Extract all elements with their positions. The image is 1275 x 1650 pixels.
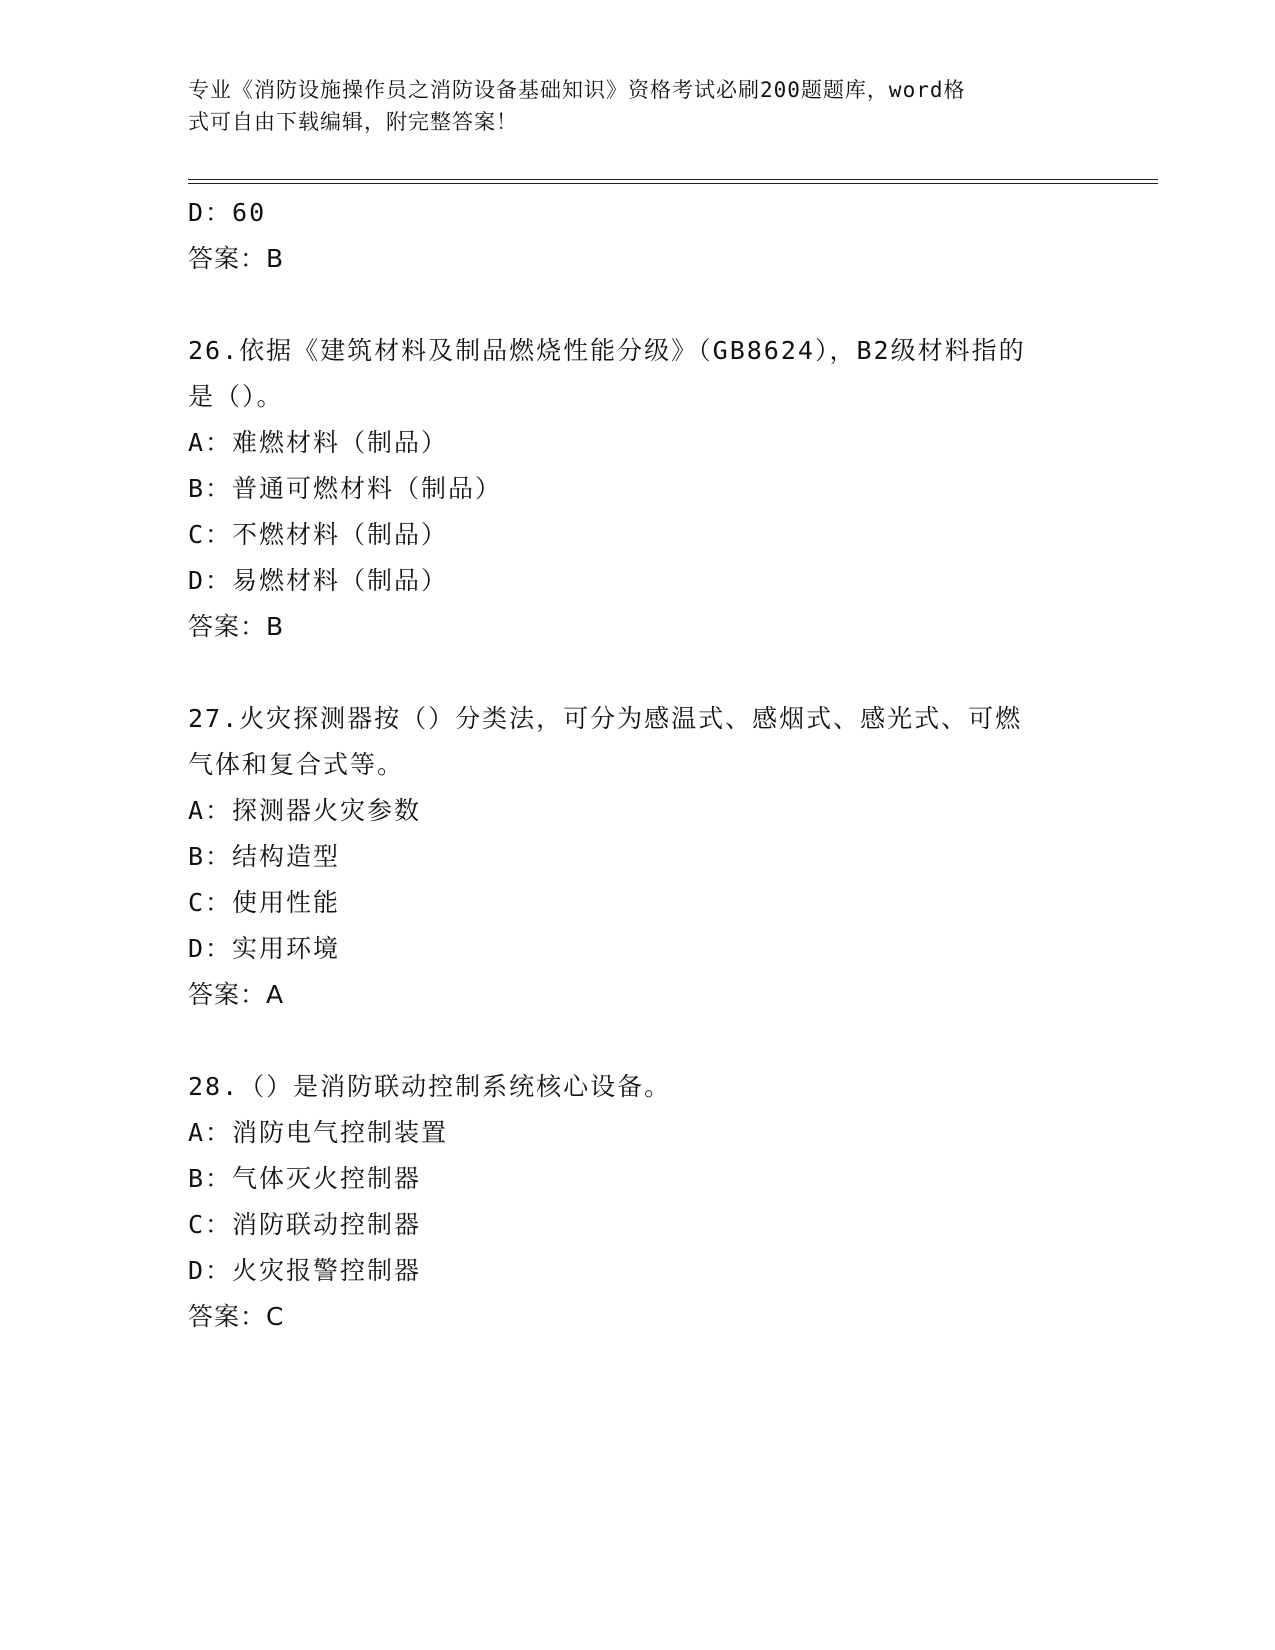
document-header — [188, 74, 1068, 138]
question-stem: 26.依据《建筑材料及制品燃烧性能分级》（GB8624），B2级材料指的 — [188, 336, 1026, 365]
option-d: D：火灾报警控制器 — [188, 1256, 422, 1285]
option-d: D：易燃材料（制品） — [188, 566, 449, 595]
spacer — [188, 650, 1088, 696]
spacer — [188, 1018, 1088, 1064]
option-b: B：结构造型 — [188, 842, 341, 871]
answer: 答案：B — [188, 612, 285, 641]
option-c: C：不燃材料（制品） — [188, 520, 449, 549]
question-27 — [188, 696, 1088, 1018]
option-b: B：普通可燃材料（制品） — [188, 474, 503, 503]
header-divider-bottom — [188, 183, 1158, 184]
option-a: A：难燃材料（制品） — [188, 428, 449, 457]
option-c: C：消防联动控制器 — [188, 1210, 422, 1239]
option-a: A：探测器火灾参数 — [188, 796, 422, 825]
header-line-2: 式可自由下载编辑，附完整答案！ — [188, 110, 518, 134]
question-list — [188, 190, 1088, 1340]
question-28 — [188, 1064, 1088, 1340]
question-stem-cont: 气体和复合式等。 — [188, 750, 405, 779]
option-b: B：气体灭火控制器 — [188, 1164, 422, 1193]
header-divider-top — [188, 179, 1158, 180]
answer: 答案：C — [188, 1302, 285, 1331]
header-line-1: 专业《消防设施操作员之消防设备基础知识》资格考试必刷200题题库，word格 — [188, 78, 966, 102]
option-c: C：使用性能 — [188, 888, 341, 917]
prev-option-d: D：60 — [188, 198, 267, 227]
prev-answer: 答案：B — [188, 244, 285, 273]
question-stem-cont: 是（）。 — [188, 382, 284, 411]
spacer — [188, 282, 1088, 328]
question-stem: 27.火灾探测器按（）分类法，可分为感温式、感烟式、感光式、可燃 — [188, 704, 1023, 733]
question-26 — [188, 328, 1088, 650]
option-a: A：消防电气控制装置 — [188, 1118, 449, 1147]
question-stem: 28.（）是消防联动控制系统核心设备。 — [188, 1072, 672, 1101]
answer: 答案：A — [188, 980, 285, 1009]
option-d: D：实用环境 — [188, 934, 341, 963]
